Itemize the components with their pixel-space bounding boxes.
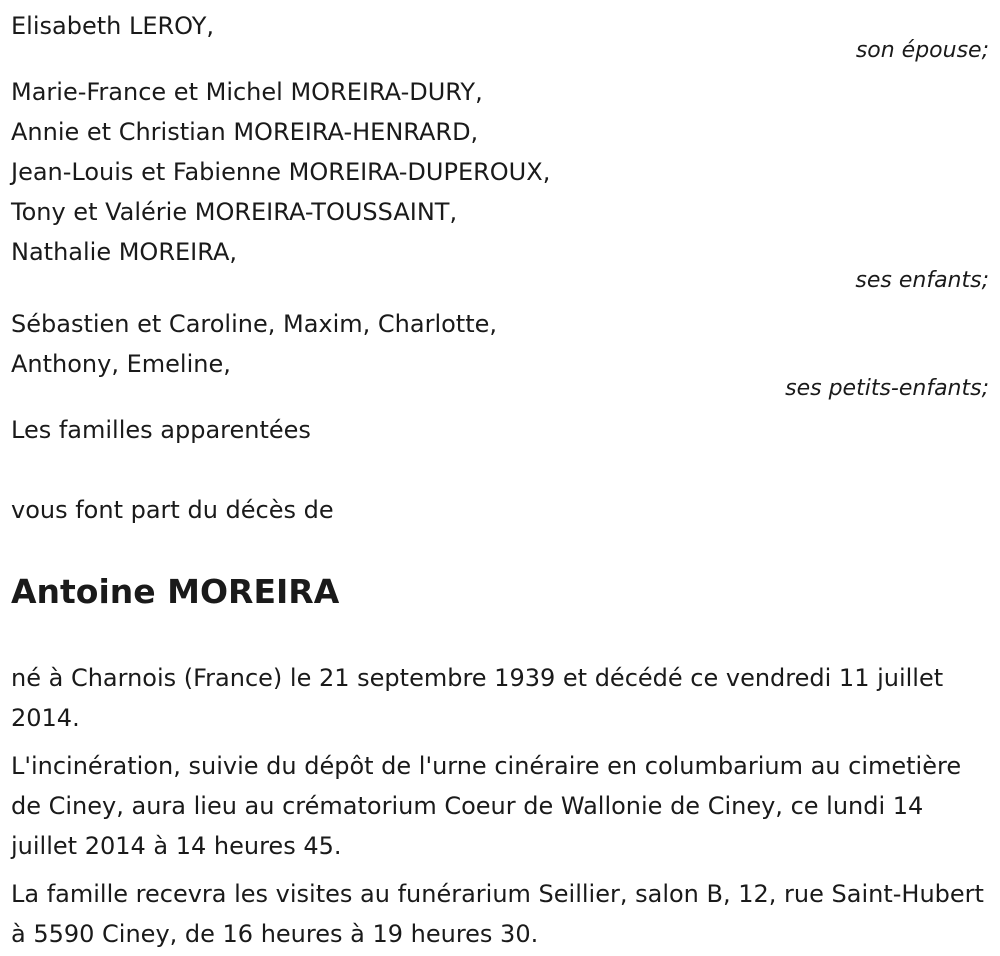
birth-death-paragraph: né à Charnois (France) le 21 septembre 1939 et décédé ce vendredi 11 juillet 2014. <box>11 664 944 732</box>
grandchild-line: Anthony, Emeline, <box>11 350 231 378</box>
spouse-role: son épouse; <box>855 38 989 63</box>
spouse-group <box>11 6 989 64</box>
deceased-name: Antoine MOREIRA <box>11 572 340 611</box>
child-line: Jean-Louis et Fabienne MOREIRA-DUPEROUX, <box>11 158 551 186</box>
relatives-line: Les familles apparentées <box>11 416 311 444</box>
grandchildren-role: ses petits-enfants; <box>785 376 989 401</box>
child-line: Marie-France et Michel MOREIRA-DURY, <box>11 78 483 106</box>
grandchildren-group <box>11 304 989 402</box>
announcement-line: vous font part du décès de <box>11 496 334 524</box>
children-role: ses enfants; <box>855 268 989 293</box>
child-line: Annie et Christian MOREIRA-HENRARD, <box>11 118 479 146</box>
spouse-name: Elisabeth LEROY, <box>11 12 215 40</box>
children-group <box>11 72 989 294</box>
child-line: Tony et Valérie MOREIRA-TOUSSAINT, <box>11 198 458 226</box>
grandchild-line: Sébastien et Caroline, Maxim, Charlotte, <box>11 310 498 338</box>
child-line: Nathalie MOREIRA, <box>11 238 237 266</box>
death-notice <box>11 0 989 954</box>
ceremony-paragraph: L'incinération, suivie du dépôt de l'urne cinéraire en columbarium au cimetière de Ciney, aura lieu au crématorium Coeur de Wallonie de Ciney, ce lundi 14 juillet 2014 à 14 heures 45. <box>11 752 962 860</box>
visits-paragraph: La famille recevra les visites au funérarium Seillier, salon B, 12, rue Saint-Hubert à 5590 Ciney, de 16 heures à 19 heures 30. <box>11 880 984 948</box>
